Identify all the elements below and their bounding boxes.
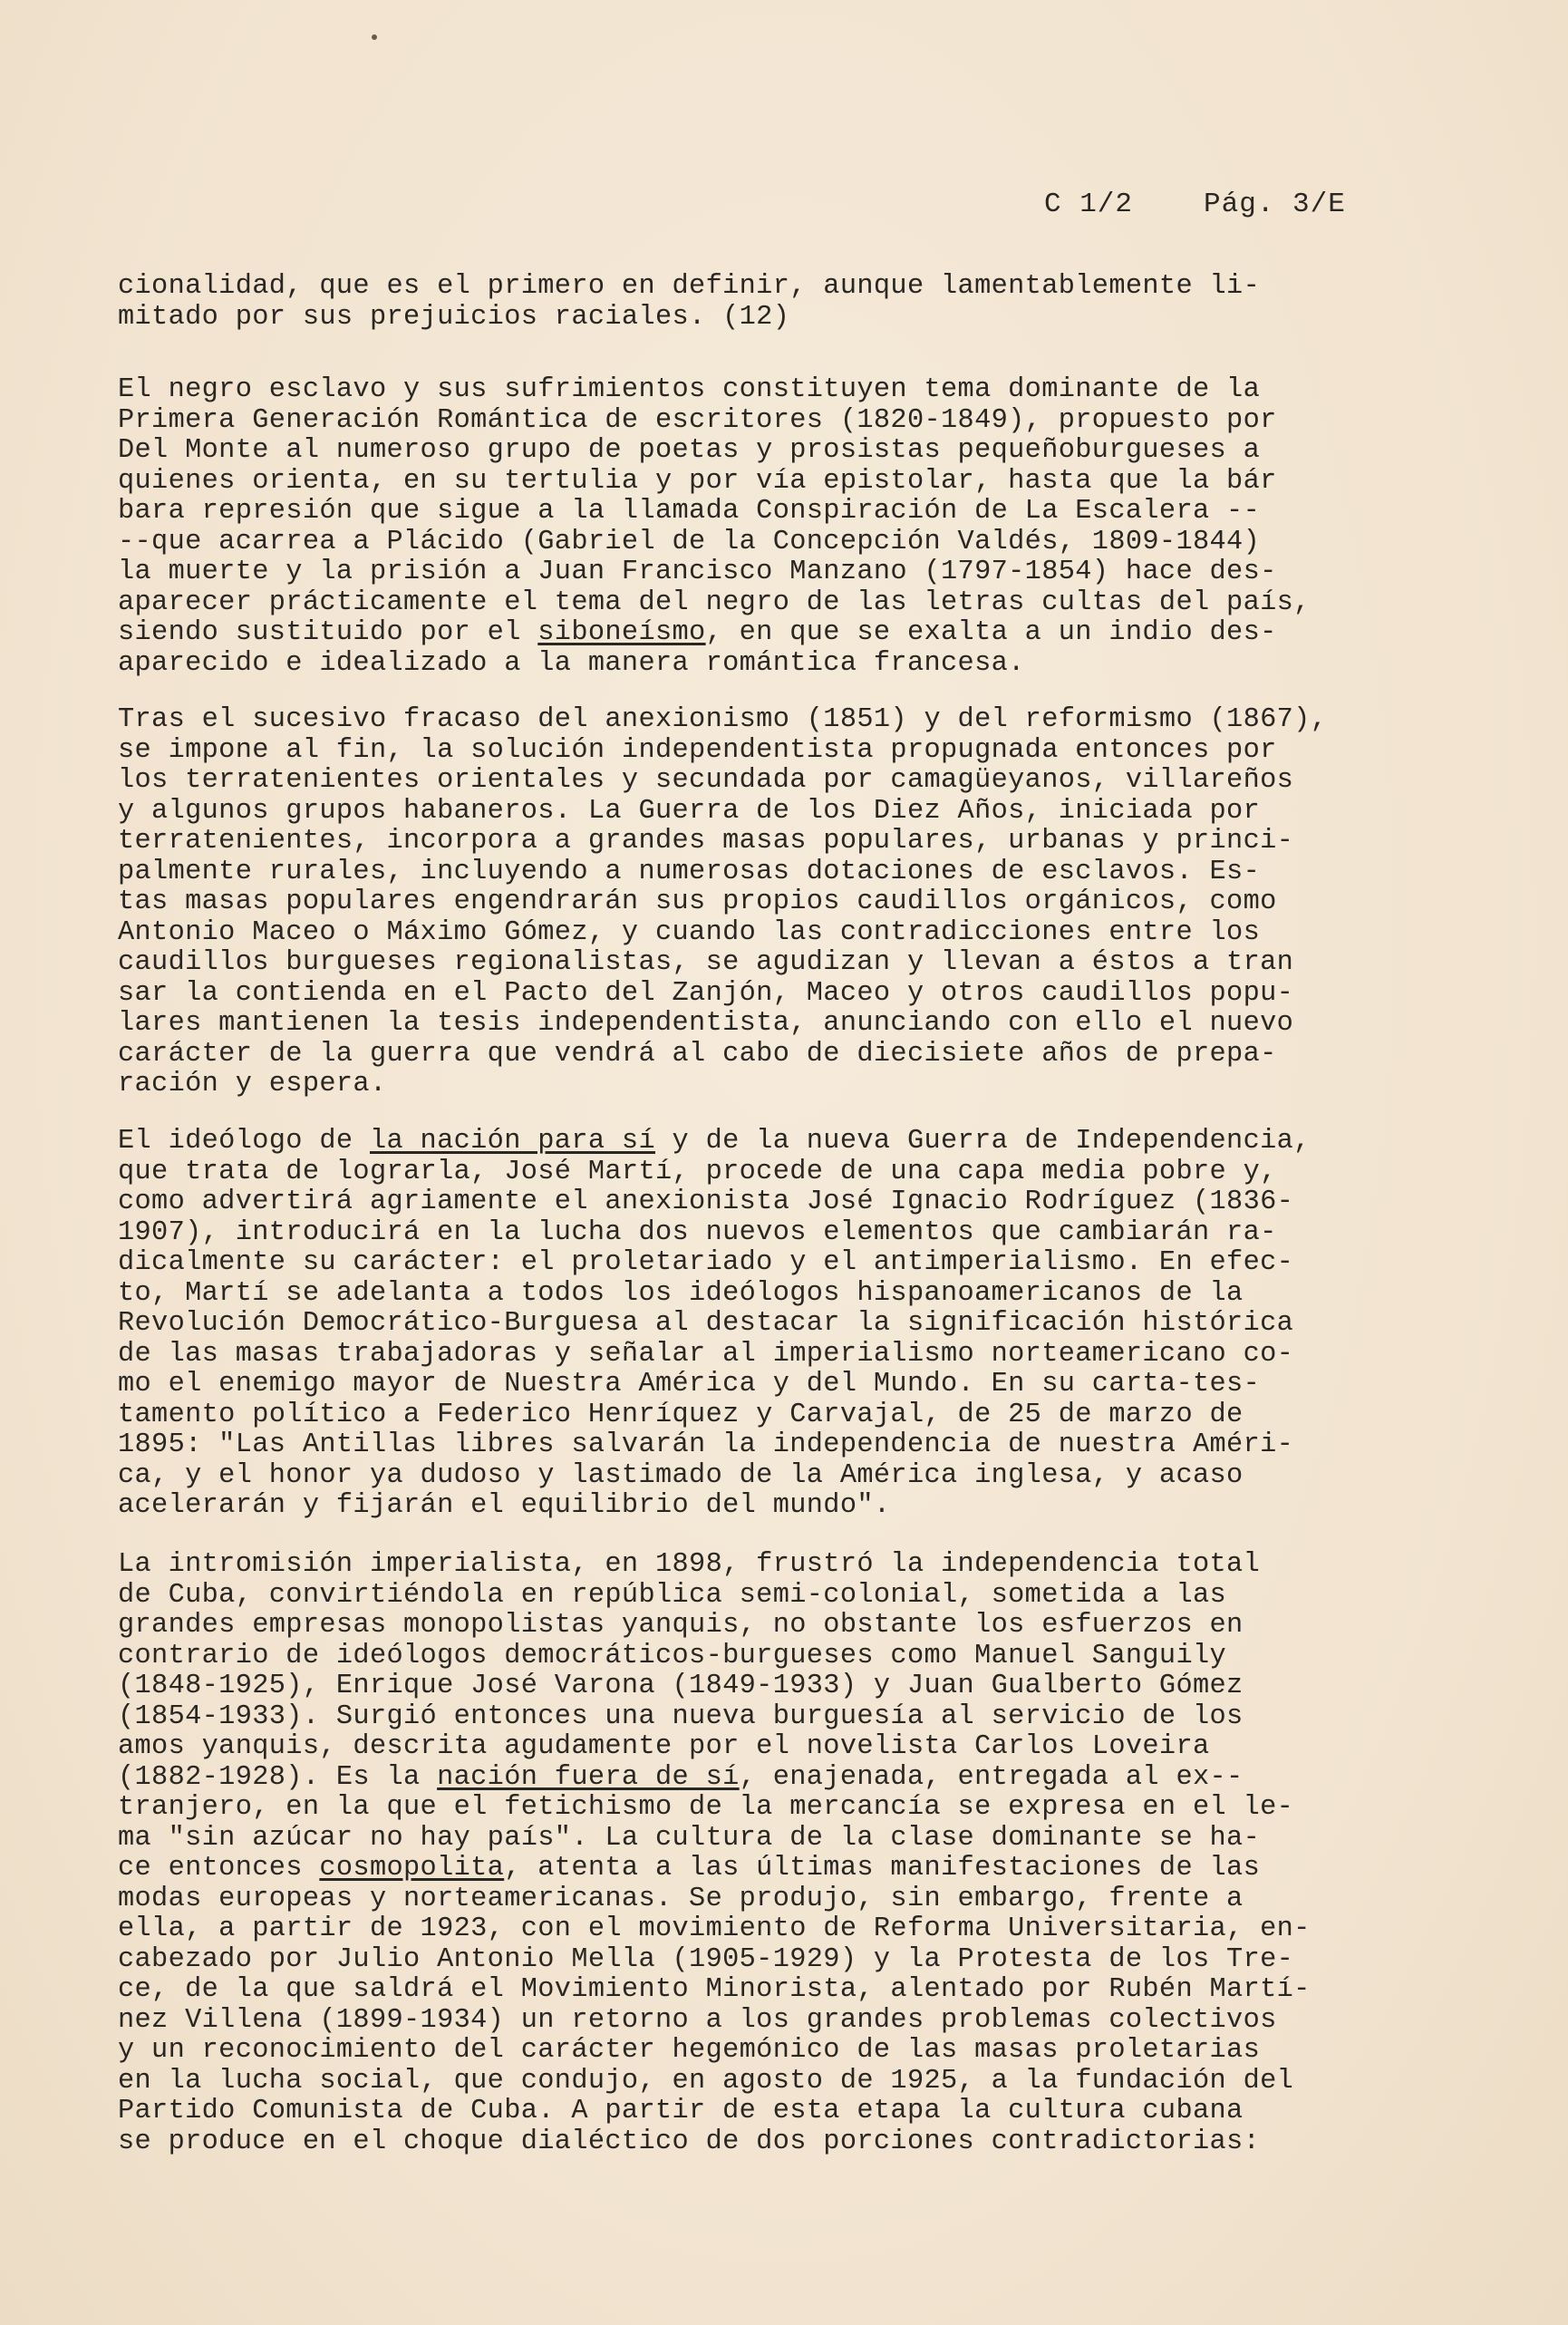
section-reference: C 1/2 (1044, 189, 1134, 220)
text-line: de Cuba, convirtiéndola en república semi-colonial, sometida a las (118, 1579, 1227, 1611)
underlined-term: siboneísmo (537, 617, 706, 648)
text-line: Primera Generación Romántica de escritores (1820-1849), propuesto por (118, 404, 1277, 436)
text-line: cionalidad, que es el primero en definir, aunque lamentablemente li- (118, 271, 1261, 302)
text-line: tamento político a Federico Henríquez y Carvajal, de 25 de marzo de (118, 1399, 1244, 1430)
text-line: ce, de la que saldrá el Movimiento Minorista, alentado por Rubén Martí- (118, 1974, 1311, 2005)
paragraph-5 (118, 1550, 1450, 2157)
text-line: como advertirá agriamente el anexionista José Ignacio Rodríguez (1836- (118, 1187, 1294, 1217)
text-line: ella, a partir de 1923, con el movimiento de Reforma Universitaria, en- (118, 1913, 1311, 1944)
paper-speck (372, 34, 377, 40)
text-line: (1854-1933). Surgió entonces una nueva burguesía al servicio de los (118, 1700, 1244, 1732)
text-line: mitado por sus prejuicios raciales. (12) (118, 301, 790, 333)
text-line: lares mantienen la tesis independentista, anunciando con ello el nuevo (118, 1008, 1294, 1039)
paragraph-1 (118, 272, 1450, 333)
text-line: acelerarán y fijarán el equilibrio del mundo". (118, 1490, 891, 1521)
text-line: La intromisión imperialista, en 1898, frustró la independencia total (118, 1549, 1261, 1580)
text-line: ma "sin azúcar no hay país". La cultura de la clase dominante se ha- (118, 1822, 1261, 1854)
text-line: Partido Comunista de Cuba. A partir de esta etapa la cultura cubana (118, 2096, 1244, 2126)
text-line: (1848-1925), Enrique José Varona (1849-1933) y Juan Gualberto Gómez (118, 1671, 1244, 1701)
text-line: de las masas trabajadoras y señalar al imperialismo norteamericano co- (118, 1338, 1294, 1370)
text-line: Revolución Democrático-Burguesa al destacar la significación histórica (118, 1308, 1294, 1339)
underlined-term: nación fuera de sí (437, 1761, 740, 1793)
text-line: aparecer prácticamente el tema del negro de las letras cultas del país, (118, 586, 1311, 618)
text-line: en la lucha social, que condujo, en agosto de 1925, a la fundación del (118, 2065, 1294, 2097)
text-line: Del Monte al numeroso grupo de poetas y prosistas pequeñoburgueses a (118, 435, 1261, 466)
text-line: nez Villena (1899-1934) un retorno a los grandes problemas colectivos (118, 2004, 1277, 2036)
text-line: 1895: "Las Antillas libres salvarán la independencia de nuestra Améri- (118, 1429, 1294, 1460)
text-line: amos yanquis, descrita agudamente por el novelista Carlos Loveira (118, 1731, 1210, 1762)
text-line: palmente rurales, incluyendo a numerosas dotaciones de esclavos. Es- (118, 856, 1261, 887)
text-line: Tras el sucesivo fracaso del anexionismo (1851) y del reformismo (1867), (118, 704, 1328, 735)
text-line: ración y espera. (118, 1069, 387, 1100)
page-header (1044, 189, 1346, 220)
text-line: se impone al fin, la solución independentista propugnada entonces por (118, 734, 1277, 766)
text-line: 1907), introducirá en la lucha dos nuevos elementos que cambiarán ra- (118, 1216, 1277, 1248)
text-line: terratenientes, incorpora a grandes masas populares, urbanas y princi- (118, 826, 1294, 857)
text-line: to, Martí se adelanta a todos los ideólogos hispanoamericanos de la (118, 1277, 1244, 1309)
underlined-term: la nación para sí (369, 1126, 655, 1157)
text-line: contrario de ideólogos democráticos-burgueses como Manuel Sanguily (118, 1640, 1227, 1671)
text-line: sar la contienda en el Pacto del Zanjón, Maceo y otros caudillos popu- (118, 977, 1294, 1009)
text-line: y un reconocimiento del carácter hegemónico de las masas proletarias (118, 2035, 1261, 2066)
text-line: se produce en el choque dialéctico de dos porciones contradictorias: (118, 2126, 1261, 2157)
text-line: modas europeas y norteamericanas. Se produjo, sin embargo, frente a (118, 1883, 1244, 1914)
text-line: grandes empresas monopolistas yanquis, no obstante los esfuerzos en (118, 1610, 1244, 1641)
text-line: que trata de lograrla, José Martí, procede de una capa media pobre y, (118, 1156, 1277, 1187)
text-line: los terratenientes orientales y secundada por camagüeyanos, villareños (118, 765, 1294, 796)
text-line: carácter de la guerra que vendrá al cabo de diecisiete años de prepa- (118, 1038, 1277, 1070)
paragraph-3 (118, 705, 1450, 1100)
underlined-term: cosmopolita (319, 1853, 505, 1884)
text-line: siendo sustituido por el siboneísmo, en que se exalta a un indio des- (118, 617, 1277, 648)
text-line: aparecido e idealizado a la manera romántica francesa. (118, 647, 1025, 679)
text-line: tas masas populares engendrarán sus propios caudillos orgánicos, como (118, 886, 1277, 917)
paragraph-4 (118, 1127, 1450, 1522)
text-line: dicalmente su carácter: el proletariado y el antimperialismo. En efec- (118, 1247, 1294, 1278)
text-line: --que acarrea a Plácido (Gabriel de la Concepción Valdés, 1809-1844) (118, 526, 1261, 557)
text-line: tranjero, en la que el fetichismo de la mercancía se expresa en el le- (118, 1792, 1294, 1823)
page-number: Pág. 3/E (1204, 189, 1346, 220)
text-line: El ideólogo de la nación para sí y de la nueva Guerra de Independencia, (118, 1126, 1311, 1157)
text-line: ca, y el honor ya dudoso y lastimado de la América inglesa, y acaso (118, 1459, 1244, 1491)
text-line: El negro esclavo y sus sufrimientos constituyen tema dominante de la (118, 374, 1261, 405)
text-line: (1882-1928). Es la nación fuera de sí, enajenada, entregada al ex-- (118, 1761, 1244, 1793)
text-line: cabezado por Julio Antonio Mella (1905-1929) y la Protesta de los Tre- (118, 1943, 1294, 1975)
text-line: caudillos burgueses regionalistas, se agudizan y llevan a éstos a tran (118, 947, 1294, 978)
text-line: la muerte y la prisión a Juan Francisco Manzano (1797-1854) hace des- (118, 557, 1277, 587)
paragraph-2 (118, 375, 1450, 679)
text-line: Antonio Maceo o Máximo Gómez, y cuando las contradicciones entre los (118, 916, 1261, 948)
text-line: mo el enemigo mayor de Nuestra América y del Mundo. En su carta-tes- (118, 1369, 1261, 1400)
text-line: y algunos grupos habaneros. La Guerra de los Diez Años, iniciada por (118, 795, 1261, 827)
text-line: ce entonces cosmopolita, atenta a las últimas manifestaciones de las (118, 1853, 1261, 1884)
text-line: quienes orienta, en su tertulia y por vía epistolar, hasta que la bár (118, 465, 1277, 497)
text-line: bara represión que sigue a la llamada Conspiración de La Escalera -- (118, 496, 1261, 527)
